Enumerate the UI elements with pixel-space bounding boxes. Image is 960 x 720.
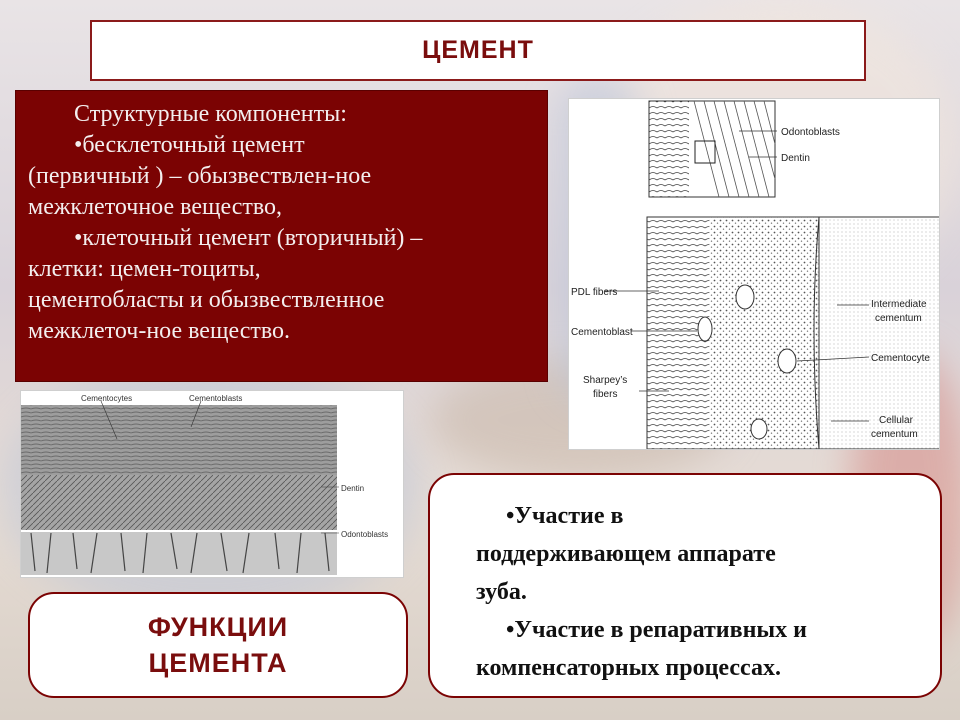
label-cementocytes: Cementocytes (81, 394, 133, 403)
structure-item-cellular: •клеточный цемент (вторичный) – (74, 225, 423, 251)
functions-heading-line2: ЦЕМЕНТА (148, 648, 288, 678)
label-odontoblasts: Odontoblasts (781, 127, 840, 138)
structure-heading: Структурные компоненты: (74, 101, 347, 127)
cementum-diagram-figure (568, 98, 940, 450)
structure-components-box (15, 90, 548, 382)
structure-item-cellular-text: клетки: цемен-тоциты, (28, 256, 261, 282)
functions-list-box (428, 473, 942, 698)
structure-item-acellular-text: межклеточное вещество, (28, 194, 283, 220)
label-dentin-micro: Dentin (341, 484, 365, 493)
cementum-micrograph-illustration (21, 391, 404, 578)
structure-item-cellular-text: цементобласты и обызвествленное (28, 287, 385, 313)
functions-heading-box (28, 592, 408, 698)
label-odontoblasts-micro: Odontoblasts (341, 530, 389, 539)
cementum-diagram-illustration (569, 99, 940, 450)
label-intermediate-cementum: cementum (875, 313, 922, 324)
slide-title: ЦЕМЕНТ (422, 36, 534, 64)
label-cementoblasts: Cementoblasts (189, 394, 243, 403)
label-cellular: Cellular (879, 415, 913, 426)
functions-heading-line1: ФУНКЦИИ (147, 612, 289, 642)
cementum-micrograph-figure (20, 390, 404, 578)
structure-item-acellular-text: (первичный ) – обызвествлен-ное (28, 163, 372, 189)
structure-item-acellular: •бесклеточный цемент (74, 132, 305, 158)
title-box (90, 20, 866, 81)
label-cementoblast: Cementoblast (571, 327, 633, 338)
function-item-support: •Участие в (506, 503, 624, 529)
label-intermediate: Intermediate (871, 299, 927, 310)
label-sharpeys: Sharpey’s (583, 375, 628, 386)
function-item-support-text: зуба. (476, 579, 527, 605)
structure-item-cellular-text: межклеточ-ное вещество. (28, 318, 290, 344)
label-dentin: Dentin (781, 153, 810, 164)
label-cementocyte: Cementocyte (871, 353, 930, 364)
label-pdl-fibers: PDL fibers (571, 287, 618, 298)
label-cellular-cementum: cementum (871, 429, 918, 440)
function-item-repair-text: компенсаторных процессах. (476, 655, 781, 681)
label-sharpeys-fibers: fibers (593, 389, 618, 400)
function-item-repair: •Участие в репаративных и (506, 617, 807, 643)
function-item-support-text: поддерживающем аппарате (476, 541, 776, 567)
